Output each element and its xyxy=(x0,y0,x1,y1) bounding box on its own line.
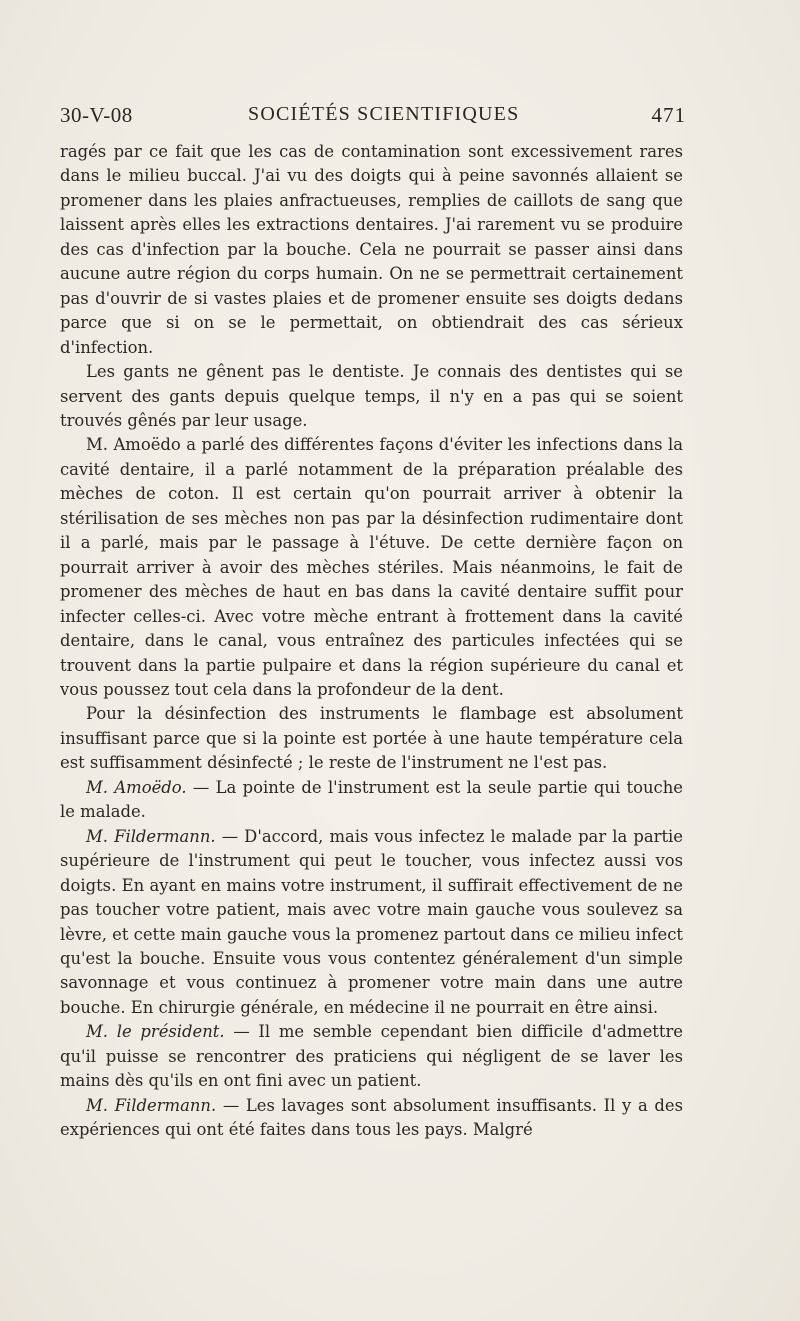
paragraph-text: — La pointe de l'instrument est la seule partie qui touche le malade. xyxy=(60,777,683,822)
speaker-name: M. Amoëdo. xyxy=(86,777,187,797)
paragraph xyxy=(60,825,683,1021)
running-head xyxy=(60,103,686,133)
paragraph-text: — Les lavages sont absolument insuffisants. Il y a des expériences qui ont été faites dans tous les pays. Malgré xyxy=(60,1095,683,1140)
paragraph xyxy=(60,140,683,360)
paragraph-text: — D'accord, mais vous infectez le malade par la partie supérieure de l'instrument qui peut le toucher, vous infectez aussi vos doigts. En ayant en mains votre instrument, il suffirait effectivement de ne pas toucher votre patient, mais avec votre main gauche vous soulevez sa lèvre, et cette main gauche vous la promenez partout dans ce milieu infect qu'est la bouche. Ensuite vous vous contentez généralement d'un simple savonnage et vous continuez à promener votre main dans une autre bouche. En chirurgie générale, en médecine il ne pourrait en être ainsi. xyxy=(60,826,683,1017)
page-number: 471 xyxy=(651,103,686,127)
paragraph xyxy=(60,702,683,775)
speaker-name: M. le président. xyxy=(86,1022,225,1042)
paragraph-text: — Il me semble cependant bien difficile d'admettre qu'il puisse se rencontrer des praticiens qui négligent de se laver les mains dès qu'ils en ont fini avec un patient. xyxy=(60,1022,684,1091)
paragraph-text: ragés par ce fait que les cas de contamination sont excessivement rares dans le milieu buccal. J'ai vu des doigts qui à peine savonnés allaient se promener dans les plaies anfractueuses, remplies de caillots de sang que laissent après elles les extractions dentaires. J'ai rarement vu se produire des cas d'infection par la bouche. Cela ne pourrait se passer ainsi dans aucune autre région du corps humain. On ne se permettrait certainement pas d'ouvrir de si vastes plaies et de promener ensuite ses doigts dedans parce que si on se le permettait, on obtiendrait des cas sérieux d'infection. xyxy=(60,142,683,357)
paragraph xyxy=(60,1020,683,1093)
paragraph-text: M. Amoëdo a parlé des différentes façons d'éviter les infections dans la cavité dentaire, il a parlé notamment de la préparation préalable des mèches de coton. Il est certain qu'on pourrait arriver à obtenir la stérilisation de ses mèches non pas par la désinfection rudimentaire dont il a parlé, mais par le passage à l'étuve. De cette dernière façon on pourrait arriver à avoir des mèches stériles. Mais néanmoins, le fait de promener des mèches de haut en bas dans la cavité dentaire suffit pour infecter celles-ci. Avec votre mèche entrant à frottement dans la cavité dentaire, dans le canal, vous entraînez des particules infectées qui se trouvent dans la partie pulpaire et dans la région supérieure du canal et vous poussez tout cela dans la profondeur de la dent. xyxy=(60,435,683,699)
speaker-name: M. Fildermann. xyxy=(86,826,216,846)
header-title: SOCIÉTÉS SCIENTIFIQUES xyxy=(248,103,520,125)
paragraph-text: Pour la désinfection des instruments le flambage est absolument insuffisant parce que si la pointe est portée à une haute température cela est suffisamment désinfecté ; le reste de l'instrument ne l'est pas. xyxy=(60,704,683,773)
body-text xyxy=(60,140,683,1143)
paragraph xyxy=(60,360,683,433)
paragraph xyxy=(60,1094,683,1143)
paragraph xyxy=(60,433,683,702)
speaker-name: M. Fildermann. xyxy=(86,1095,217,1115)
paragraph xyxy=(60,776,683,825)
paragraph-text: Les gants ne gênent pas le dentiste. Je connais des dentistes qui se servent des gants depuis quelque temps, il n'y en a pas qui se soient trouvés gênés par leur usage. xyxy=(60,362,683,430)
header-date: 30-V-08 xyxy=(60,103,133,127)
